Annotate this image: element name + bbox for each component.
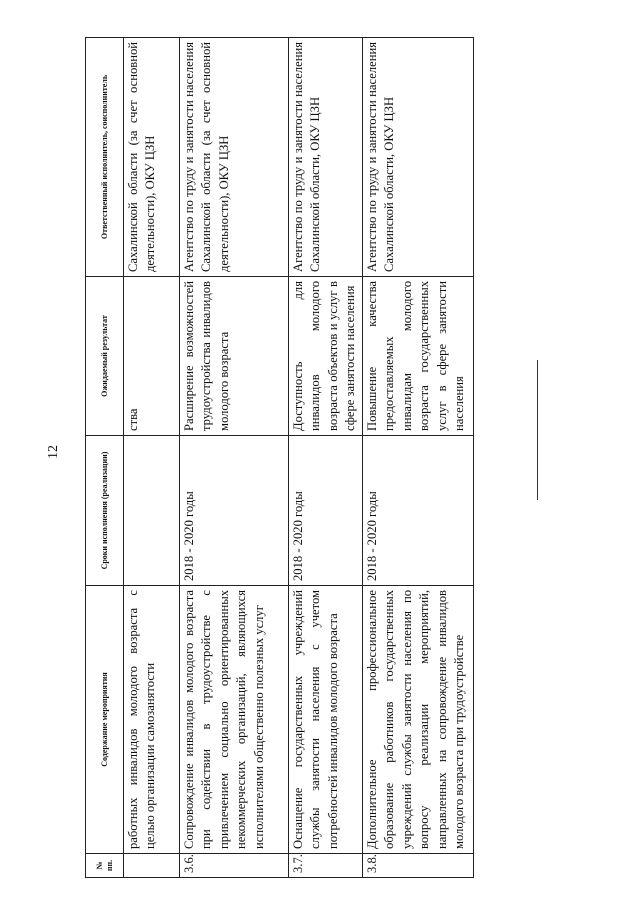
row-result: Повышение качества предоставляемых инвалидам молодого возраста государственных услуг в сфере занятости населения bbox=[363, 277, 474, 436]
row-term: 2018 - 2020 годы bbox=[363, 436, 474, 586]
row-responsible: Сахалинской области (за счет основной деятельности), ОКУ ЦЗН bbox=[124, 38, 180, 277]
measures-table bbox=[85, 37, 474, 878]
row-content: Сопровождение инвалидов молодого возраста при содействии в трудоустройстве с привлечением социально ориентированных некоммерческих организаций, являющихся исполнителями общественно полезных услуг bbox=[180, 586, 289, 854]
row-term: 2018 - 2020 годы bbox=[289, 436, 363, 586]
row-content: работных инвалидов молодого возраста с целью организации самозанятости bbox=[124, 586, 180, 854]
table-row bbox=[289, 38, 363, 878]
row-content: Дополнительное профессиональное образование работников государственных учреждений службы занятости населения по вопросу реализации мероприятий, направленных на сопровождение инвалидов молодого возраста при трудоустройстве bbox=[363, 586, 474, 854]
row-num: 3.7. bbox=[289, 854, 363, 878]
header-num: № пп. bbox=[86, 854, 124, 878]
row-responsible: Агентство по труду и занятости населения Сахалинской области, ОКУ ЦЗН bbox=[363, 38, 474, 277]
row-content: Оснащение государственных учреждений службы занятости населения с учетом потребностей инвалидов молодого возраста bbox=[289, 586, 363, 854]
row-result: Расширение возможностей трудоустройства инвалидов молодого возраста bbox=[180, 277, 289, 436]
row-responsible: Агентство по труду и занятости населения Сахалинской области, ОКУ ЦЗН bbox=[289, 38, 363, 277]
table-header-row bbox=[86, 38, 124, 878]
table-row bbox=[180, 38, 289, 878]
row-num: 3.6. bbox=[180, 854, 289, 878]
header-term: Сроки исполнения (реализации) bbox=[86, 436, 124, 586]
table-row bbox=[124, 38, 180, 878]
table-row bbox=[363, 38, 474, 878]
row-responsible: Агентство по труду и занятости населения Сахалинской области (за счет основной деятельности), ОКУ ЦЗН bbox=[180, 38, 289, 277]
row-result: Доступность для инвалидов молодого возраста объектов и услуг в сфере занятости населения bbox=[289, 277, 363, 436]
header-responsible: Ответственный исполнитель, соисполнитель bbox=[86, 38, 124, 277]
row-num: 3.8. bbox=[363, 854, 474, 878]
header-content: Содержание мероприятия bbox=[86, 586, 124, 854]
rotated-table-container bbox=[85, 38, 552, 878]
page-number: 12 bbox=[46, 445, 61, 459]
row-term bbox=[124, 436, 180, 586]
header-result: Ожидаемый результат bbox=[86, 277, 124, 436]
row-term: 2018 - 2020 годы bbox=[180, 436, 289, 586]
row-num bbox=[124, 854, 180, 878]
row-result: ства bbox=[124, 277, 180, 436]
